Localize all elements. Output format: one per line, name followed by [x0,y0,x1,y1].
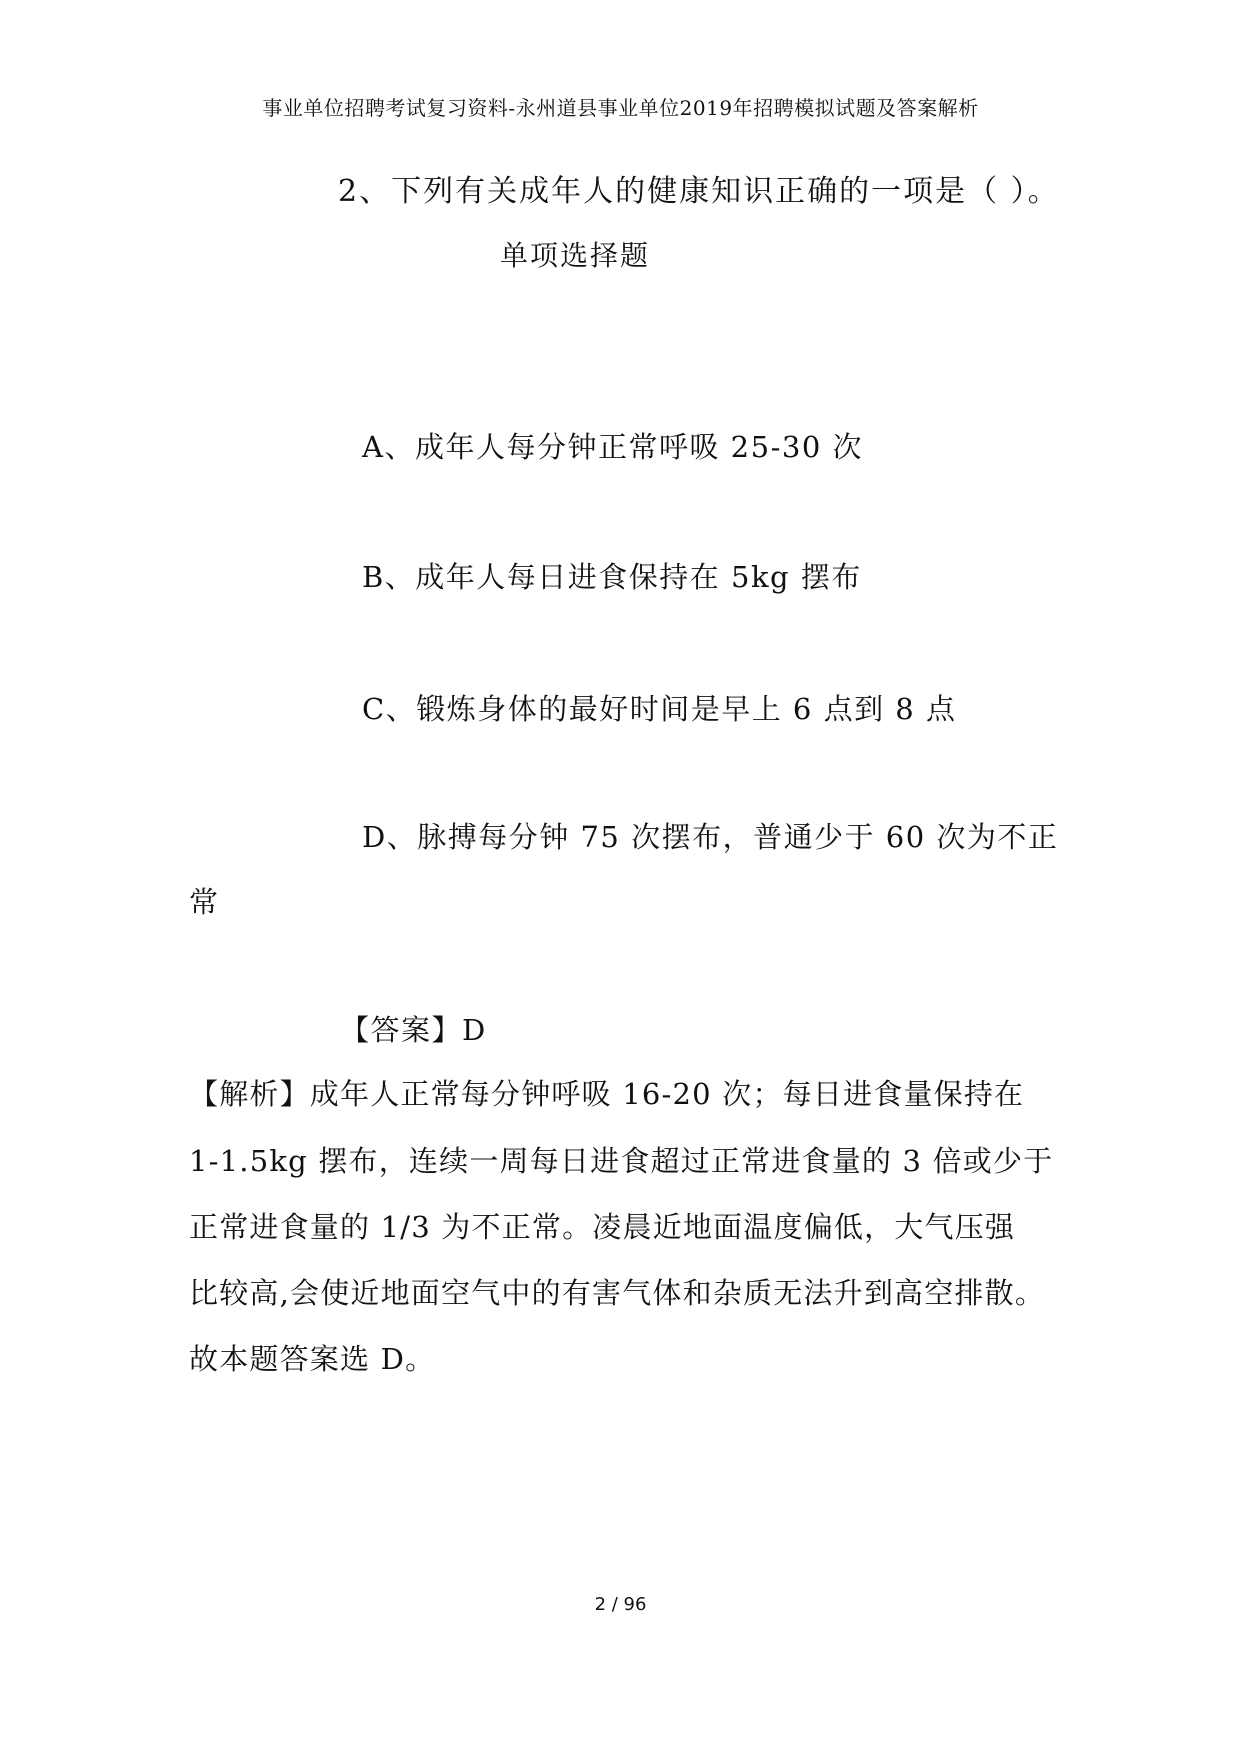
analysis-line: 故本题答案选 D。 [189,1342,436,1376]
analysis-line: 1-1.5kg 摆布，连续一周每日进食超过正常进食量的 3 倍或少于 [189,1144,1054,1178]
option-c: C、锻炼身体的最好时间是早上 6 点到 8 点 [362,692,957,726]
question-text: 2、下列有关成年人的健康知识正确的一项是（ ）。 [338,174,1060,209]
answer-text: 【答案】D [340,1013,487,1047]
option-d-continued: 常 [189,885,220,919]
analysis-line: 【解析】成年人正常每分钟呼吸 16-20 次；每日进食量保持在 [189,1077,1025,1111]
option-a: A、成年人每分钟正常呼吸 25-30 次 [362,430,863,464]
analysis-line: 正常进食量的 1/3 为不正常。凌晨近地面温度偏低，大气压强 [189,1210,1016,1244]
document-header: 事业单位招聘考试复习资料-永州道县事业单位2019年招聘模拟试题及答案解析 [262,96,979,120]
analysis-line: 比较高,会使近地面空气中的有害气体和杂质无法升到高空排散。 [189,1276,1046,1310]
page-number: 2 / 96 [594,1594,647,1615]
question-type: 单项选择题 [500,239,651,272]
option-b: B、成年人每日进食保持在 5kg 摆布 [362,560,862,594]
option-d: D、脉搏每分钟 75 次摆布，普通少于 60 次为不正 [362,820,1059,854]
